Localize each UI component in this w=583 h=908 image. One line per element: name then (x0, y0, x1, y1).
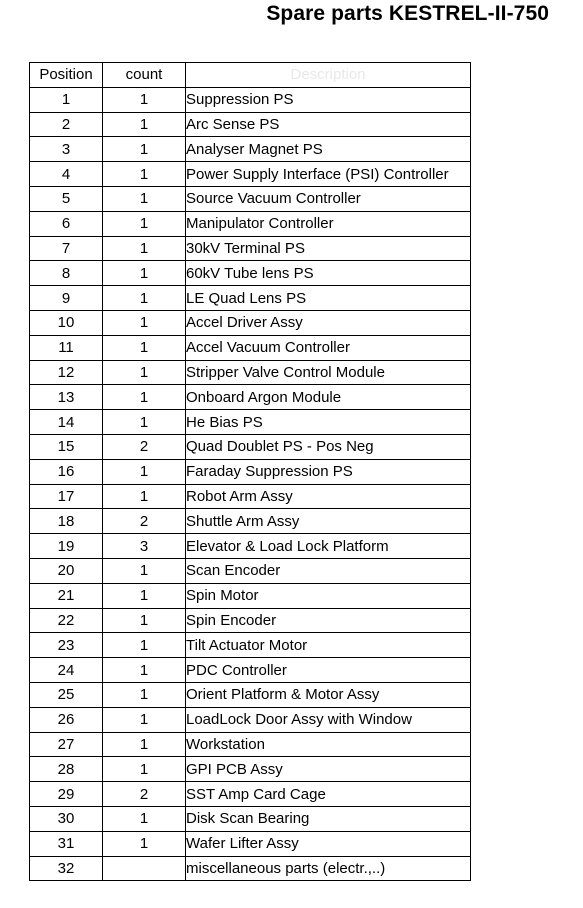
table-row (30, 385, 471, 410)
cell-count: 1 (103, 162, 186, 187)
cell-position: 32 (30, 856, 103, 881)
cell-description: LoadLock Door Assy with Window (186, 707, 471, 732)
cell-position: 22 (30, 608, 103, 633)
cell-position: 9 (30, 286, 103, 311)
cell-position: 19 (30, 534, 103, 559)
table-row (30, 558, 471, 583)
cell-position: 29 (30, 782, 103, 807)
cell-count: 1 (103, 112, 186, 137)
cell-count: 1 (103, 360, 186, 385)
table-row (30, 434, 471, 459)
table-body (30, 87, 471, 881)
cell-count: 1 (103, 385, 186, 410)
cell-description: Arc Sense PS (186, 112, 471, 137)
table-row (30, 335, 471, 360)
cell-position: 11 (30, 335, 103, 360)
table-row (30, 707, 471, 732)
table-row (30, 186, 471, 211)
cell-description: Tilt Actuator Motor (186, 633, 471, 658)
cell-count: 1 (103, 831, 186, 856)
table-row (30, 310, 471, 335)
cell-description: Disk Scan Bearing (186, 806, 471, 831)
cell-description: Spin Motor (186, 583, 471, 608)
table-row (30, 87, 471, 112)
cell-description: PDC Controller (186, 658, 471, 683)
table-row (30, 856, 471, 881)
cell-count: 1 (103, 658, 186, 683)
table-row (30, 658, 471, 683)
cell-position: 30 (30, 806, 103, 831)
table-row (30, 112, 471, 137)
cell-position: 5 (30, 186, 103, 211)
cell-description: Onboard Argon Module (186, 385, 471, 410)
cell-count: 1 (103, 211, 186, 236)
cell-position: 25 (30, 682, 103, 707)
cell-description: miscellaneous parts (electr.,..) (186, 856, 471, 881)
cell-count: 1 (103, 310, 186, 335)
table-row (30, 261, 471, 286)
cell-position: 14 (30, 410, 103, 435)
table-header-row (30, 63, 471, 88)
cell-count: 1 (103, 707, 186, 732)
cell-position: 23 (30, 633, 103, 658)
cell-position: 2 (30, 112, 103, 137)
table-row (30, 236, 471, 261)
cell-description: Quad Doublet PS - Pos Neg (186, 434, 471, 459)
cell-count: 1 (103, 806, 186, 831)
cell-description: GPI PCB Assy (186, 757, 471, 782)
cell-count: 1 (103, 682, 186, 707)
table-row (30, 459, 471, 484)
cell-position: 6 (30, 211, 103, 236)
cell-count: 1 (103, 459, 186, 484)
cell-count: 1 (103, 137, 186, 162)
cell-count: 1 (103, 87, 186, 112)
cell-count: 1 (103, 236, 186, 261)
cell-description: Robot Arm Assy (186, 484, 471, 509)
cell-position: 28 (30, 757, 103, 782)
cell-count: 1 (103, 335, 186, 360)
cell-count: 1 (103, 732, 186, 757)
cell-count: 1 (103, 410, 186, 435)
cell-description: Elevator & Load Lock Platform (186, 534, 471, 559)
cell-count: 1 (103, 286, 186, 311)
cell-count: 1 (103, 186, 186, 211)
cell-count: 1 (103, 484, 186, 509)
cell-description: Faraday Suppression PS (186, 459, 471, 484)
cell-description: Analyser Magnet PS (186, 137, 471, 162)
cell-position: 26 (30, 707, 103, 732)
cell-position: 15 (30, 434, 103, 459)
cell-position: 27 (30, 732, 103, 757)
cell-position: 1 (30, 87, 103, 112)
table-row (30, 534, 471, 559)
table-row (30, 831, 471, 856)
cell-position: 12 (30, 360, 103, 385)
cell-position: 4 (30, 162, 103, 187)
table-row (30, 286, 471, 311)
table-row (30, 509, 471, 534)
cell-description: Accel Driver Assy (186, 310, 471, 335)
table-row (30, 583, 471, 608)
table-row (30, 782, 471, 807)
table-row (30, 162, 471, 187)
cell-description: LE Quad Lens PS (186, 286, 471, 311)
table-row (30, 682, 471, 707)
cell-position: 8 (30, 261, 103, 286)
cell-position: 16 (30, 459, 103, 484)
cell-description: Scan Encoder (186, 558, 471, 583)
cell-count: 1 (103, 757, 186, 782)
table-row (30, 484, 471, 509)
table-row (30, 608, 471, 633)
cell-description: 60kV Tube lens PS (186, 261, 471, 286)
page-title: Spare parts KESTREL-II-750 (266, 2, 549, 25)
cell-count: 2 (103, 434, 186, 459)
cell-description: He Bias PS (186, 410, 471, 435)
cell-position: 17 (30, 484, 103, 509)
table-row (30, 806, 471, 831)
cell-count: 2 (103, 782, 186, 807)
cell-description: SST Amp Card Cage (186, 782, 471, 807)
cell-description: Wafer Lifter Assy (186, 831, 471, 856)
cell-description: Stripper Valve Control Module (186, 360, 471, 385)
cell-position: 31 (30, 831, 103, 856)
cell-count: 1 (103, 608, 186, 633)
cell-count: 2 (103, 509, 186, 534)
cell-position: 10 (30, 310, 103, 335)
cell-position: 13 (30, 385, 103, 410)
cell-description: Source Vacuum Controller (186, 186, 471, 211)
cell-count (103, 856, 186, 881)
cell-description: Spin Encoder (186, 608, 471, 633)
cell-description: Accel Vacuum Controller (186, 335, 471, 360)
table-row (30, 732, 471, 757)
header-description: Description (186, 63, 471, 88)
cell-description: Shuttle Arm Assy (186, 509, 471, 534)
cell-count: 1 (103, 633, 186, 658)
table-row (30, 757, 471, 782)
cell-description: Orient Platform & Motor Assy (186, 682, 471, 707)
spare-parts-table (29, 62, 471, 881)
cell-count: 1 (103, 583, 186, 608)
cell-position: 3 (30, 137, 103, 162)
table-row (30, 410, 471, 435)
cell-count: 3 (103, 534, 186, 559)
cell-position: 20 (30, 558, 103, 583)
cell-position: 24 (30, 658, 103, 683)
cell-description: Manipulator Controller (186, 211, 471, 236)
cell-position: 21 (30, 583, 103, 608)
cell-count: 1 (103, 558, 186, 583)
cell-count: 1 (103, 261, 186, 286)
table-row (30, 137, 471, 162)
header-count: count (103, 63, 186, 88)
cell-description: Suppression PS (186, 87, 471, 112)
table-row (30, 211, 471, 236)
table-row (30, 360, 471, 385)
cell-description: Workstation (186, 732, 471, 757)
cell-description: 30kV Terminal PS (186, 236, 471, 261)
cell-position: 7 (30, 236, 103, 261)
cell-position: 18 (30, 509, 103, 534)
cell-description: Power Supply Interface (PSI) Controller (186, 162, 471, 187)
header-position: Position (30, 63, 103, 88)
table-row (30, 633, 471, 658)
